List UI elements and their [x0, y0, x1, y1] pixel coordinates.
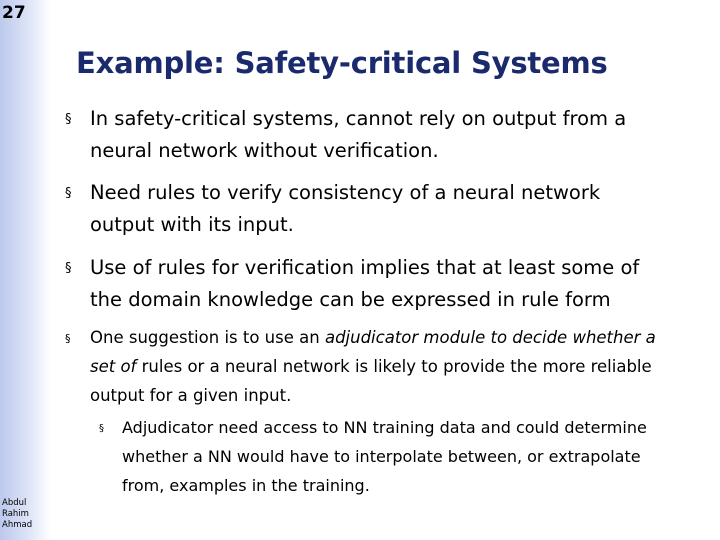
- author-line: Abdul: [2, 498, 27, 508]
- bullet-line: whether a NN would have to interpolate between, or extrapolate: [122, 447, 641, 466]
- bullet-marker-icon: §: [65, 112, 72, 127]
- bullet-marker-icon: §: [65, 186, 72, 201]
- bullet-text: [122, 413, 720, 500]
- bullet-line: Need rules to verify consistency of a neural network: [90, 181, 601, 204]
- slide-title: Example: Safety-critical Systems: [76, 46, 608, 80]
- author-line: Rahim: [2, 509, 29, 519]
- bullet-marker-icon: §: [99, 423, 104, 434]
- bullet-line: [90, 323, 720, 352]
- bullet-line: Adjudicator need access to NN training data and could determine: [122, 418, 647, 437]
- sidebar-gradient: [0, 0, 51, 540]
- bullet-line: In safety-critical systems, cannot rely on output from a: [90, 107, 627, 130]
- bullet-line: from, examples in the training.: [122, 476, 370, 495]
- bullet-text-plain: rules or a neural network is likely to provide the more reliable: [141, 357, 652, 376]
- bullet-text: [90, 323, 720, 410]
- bullet-text-italic: set of: [90, 357, 142, 376]
- bullet-text-italic: adjudicator module to decide whether a: [324, 328, 656, 347]
- author-name: [2, 498, 50, 531]
- slide-number: 27: [2, 3, 26, 23]
- bullet-line: [90, 352, 720, 381]
- bullet-text: [90, 252, 715, 316]
- bullet-text: [90, 177, 715, 241]
- bullet-line: output with its input.: [90, 213, 294, 236]
- bullet-text: [90, 103, 715, 167]
- author-line: Ahmad: [2, 520, 33, 530]
- bullet-text-plain: One suggestion is to use an: [90, 328, 325, 347]
- bullet-line: the domain knowledge can be expressed in rule form: [90, 288, 611, 311]
- bullet-marker-icon: §: [65, 261, 72, 276]
- bullet-line: neural network without verification.: [90, 139, 439, 162]
- bullet-line: output for a given input.: [90, 386, 292, 405]
- bullet-line: Use of rules for verification implies that at least some of: [90, 256, 640, 279]
- bullet-marker-icon: §: [65, 332, 71, 345]
